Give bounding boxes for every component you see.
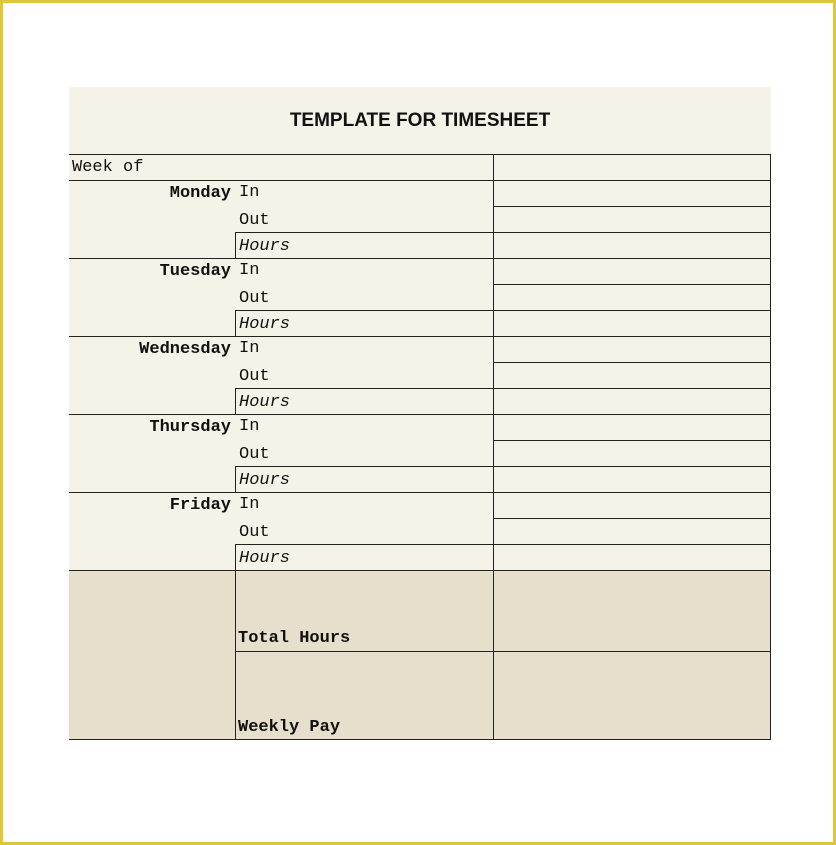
in-time-cell[interactable] bbox=[494, 415, 770, 440]
in-label: In bbox=[239, 495, 260, 514]
hours-label: Hours bbox=[239, 315, 291, 334]
day-name-monday: Monday bbox=[169, 184, 231, 203]
weekly-pay-value-cell[interactable] bbox=[494, 652, 770, 739]
grid-line bbox=[235, 310, 236, 336]
in-time-cell[interactable] bbox=[494, 259, 770, 284]
out-time-cell[interactable] bbox=[494, 285, 770, 310]
grid-line bbox=[493, 154, 494, 740]
out-time-cell[interactable] bbox=[494, 363, 770, 388]
in-time-cell[interactable] bbox=[494, 337, 770, 362]
in-label: In bbox=[239, 261, 260, 280]
out-label: Out bbox=[239, 367, 270, 386]
out-label: Out bbox=[239, 289, 270, 308]
in-label: In bbox=[239, 339, 260, 358]
grid-line bbox=[235, 570, 236, 740]
week-of-label: Week of bbox=[72, 158, 144, 177]
total-hours-label: Total Hours bbox=[238, 629, 351, 648]
hours-label: Hours bbox=[239, 237, 291, 256]
out-label: Out bbox=[239, 445, 270, 464]
day-name-thursday: Thursday bbox=[149, 418, 231, 437]
hours-cell[interactable] bbox=[494, 389, 770, 414]
grid-line bbox=[235, 466, 236, 492]
total-hours-value-cell[interactable] bbox=[494, 571, 770, 651]
hours-label: Hours bbox=[239, 549, 291, 568]
hours-cell[interactable] bbox=[494, 311, 770, 336]
hours-cell[interactable] bbox=[494, 233, 770, 258]
out-time-cell[interactable] bbox=[494, 519, 770, 544]
week-of-value-cell[interactable] bbox=[494, 155, 770, 180]
hours-label: Hours bbox=[239, 393, 291, 412]
in-time-cell[interactable] bbox=[494, 493, 770, 518]
day-name-wednesday: Wednesday bbox=[139, 340, 231, 359]
grid-line bbox=[235, 544, 236, 570]
in-label: In bbox=[239, 417, 260, 436]
day-name-tuesday: Tuesday bbox=[159, 262, 231, 281]
sheet-title: TEMPLATE FOR TIMESHEET bbox=[289, 109, 551, 131]
day-name-friday: Friday bbox=[169, 496, 231, 515]
out-time-cell[interactable] bbox=[494, 207, 770, 232]
grid-line bbox=[235, 388, 236, 414]
timesheet-sheet bbox=[69, 87, 771, 740]
out-label: Out bbox=[239, 211, 270, 230]
out-label: Out bbox=[239, 523, 270, 542]
hours-label: Hours bbox=[239, 471, 291, 490]
grid-line bbox=[770, 154, 771, 740]
hours-cell[interactable] bbox=[494, 467, 770, 492]
hours-cell[interactable] bbox=[494, 545, 770, 570]
weekly-pay-label: Weekly Pay bbox=[238, 718, 341, 737]
grid-line bbox=[235, 232, 236, 258]
out-time-cell[interactable] bbox=[494, 441, 770, 466]
in-time-cell[interactable] bbox=[494, 181, 770, 206]
grid-line bbox=[69, 739, 771, 740]
in-label: In bbox=[239, 183, 260, 202]
